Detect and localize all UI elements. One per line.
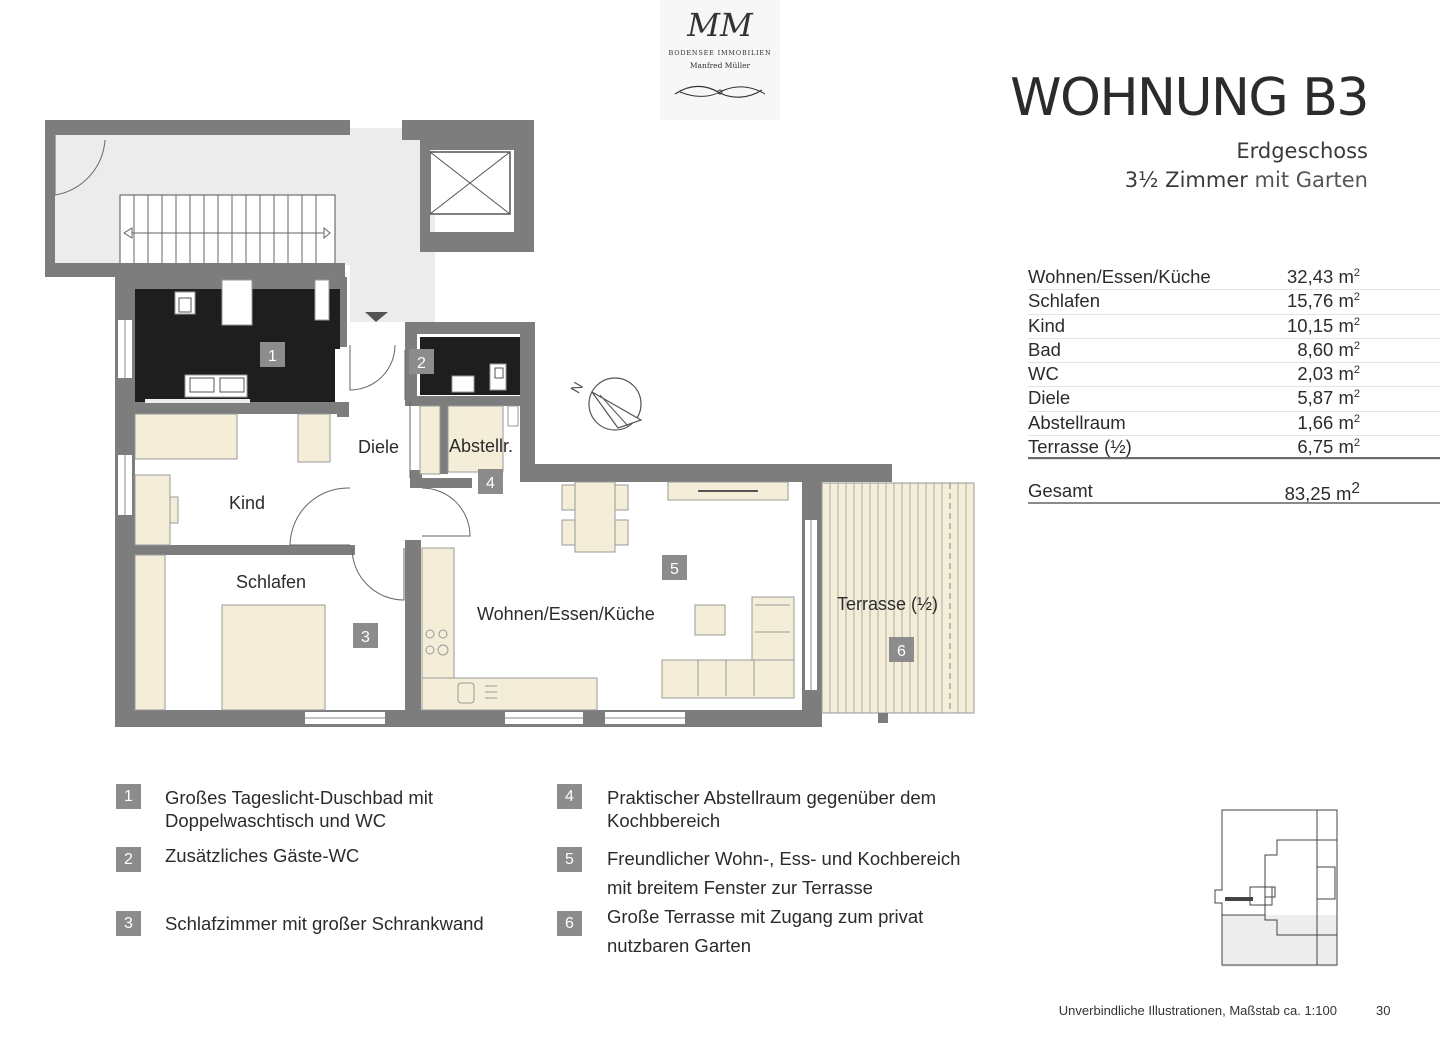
area-value: 15,76 $m^2$ <box>1287 290 1360 312</box>
label-schlafen: Schlafen <box>236 572 307 592</box>
area-name: Bad <box>1028 338 1061 360</box>
svg-text:2: 2 <box>417 355 426 372</box>
area-value: 32,43 $m^2$ <box>1287 266 1360 287</box>
label-abstell: Abstellr. <box>449 436 514 456</box>
area-name: Abstellraum <box>1028 411 1126 433</box>
page-number: 30 <box>1376 1003 1391 1018</box>
floor-plan <box>40 112 985 732</box>
label-diele: Diele <box>358 437 400 457</box>
svg-text:1: 1 <box>268 348 277 365</box>
label-terrasse: Terrasse (½) <box>837 594 939 614</box>
feature-text: Große Terrasse mit Zugang zum privat nutzbaren Garten <box>607 906 924 956</box>
area-value: 8,60 $m^2$ <box>1297 338 1360 360</box>
label-wohnen: Wohnen/Essen/Küche <box>477 604 655 624</box>
area-row <box>1028 387 1440 411</box>
feature-badge: 2 <box>116 847 141 872</box>
area-name: Terrasse (½) <box>1028 436 1132 458</box>
area-row <box>1028 363 1440 387</box>
area-table <box>1028 266 1440 460</box>
plan-badge <box>478 469 503 494</box>
plan-badge <box>409 349 434 374</box>
feature-text: Zusätzliches Gäste-WC <box>165 845 360 866</box>
area-total-row <box>1028 480 1440 504</box>
building-keyplan <box>1205 805 1350 973</box>
area-row <box>1028 315 1440 339</box>
company-logo <box>660 0 780 120</box>
page-title: WOHNUNG B3 <box>1010 68 1368 128</box>
area-row <box>1028 339 1440 363</box>
rooms-label <box>1125 168 1368 192</box>
area-value: 2,03 $m^2$ <box>1297 363 1360 385</box>
feature-text: Freundlicher Wohn-, Ess- und Kochbereich mit breitem Fenster zur Terrasse <box>607 848 961 898</box>
area-name: Kind <box>1028 314 1066 336</box>
feature-badge: 1 <box>116 784 141 809</box>
svg-text:6: 6 <box>897 643 906 660</box>
svg-text:4: 4 <box>486 475 495 492</box>
area-row <box>1028 412 1440 436</box>
abstell-shelf <box>420 406 440 474</box>
area-row <box>1028 266 1440 290</box>
feature-text: Großes Tageslicht-Duschbad mit Doppelwaschtisch und WC <box>165 787 434 831</box>
floor-label: Erdgeschoss <box>1236 139 1368 163</box>
feature-text: Schlafzimmer mit großer Schrankwand <box>165 913 484 934</box>
feature-text: Praktischer Abstellraum gegenüber dem Kochbbereich <box>607 787 937 831</box>
area-name: Wohnen/Essen/Küche <box>1028 266 1211 287</box>
plan-badge <box>260 342 285 367</box>
svg-text:5: 5 <box>670 561 679 578</box>
rooms-count: 3½ Zimmer <box>1124 168 1248 192</box>
area-value: 10,15 $m^2$ <box>1287 314 1360 336</box>
feature-badge: 6 <box>557 911 582 936</box>
area-value: 1,66 $m^2$ <box>1297 411 1360 433</box>
area-divider <box>1028 457 1440 459</box>
area-name: WC <box>1028 363 1059 385</box>
logo-person: Manfred Müller <box>689 61 751 70</box>
label-kind: Kind <box>229 493 266 513</box>
kind-furniture <box>135 414 330 545</box>
svg-text:3: 3 <box>361 629 370 646</box>
guest-wc <box>420 337 520 395</box>
area-name: Diele <box>1028 387 1071 409</box>
logo-company: BODENSEE IMMOBILIEN <box>668 49 772 57</box>
north-letter: N <box>567 379 586 396</box>
rooms-extra: mit Garten <box>1247 168 1368 192</box>
feature-badge: 4 <box>557 784 582 809</box>
plan-badge <box>889 637 914 662</box>
logo-monogram: MM <box>687 6 753 44</box>
total-value: 83,25 $m^2$ <box>1284 480 1360 505</box>
north-arrow-icon <box>567 378 641 430</box>
plan-badge <box>353 623 378 648</box>
area-name: Schlafen <box>1028 290 1100 312</box>
feature-badge: 3 <box>116 911 141 936</box>
logo-ornament-icon <box>670 82 770 102</box>
total-name: Gesamt <box>1028 480 1093 501</box>
footer-note: Unverbindliche Illustrationen, Maßstab ca. 1:100 <box>1058 1003 1337 1018</box>
bathroom <box>135 280 340 403</box>
area-value: 5,87 $m^2$ <box>1297 387 1360 409</box>
area-row <box>1028 290 1440 314</box>
plan-badge <box>662 555 687 580</box>
feature-badge: 5 <box>557 847 582 872</box>
area-value: 6,75 $m^2$ <box>1297 436 1360 458</box>
